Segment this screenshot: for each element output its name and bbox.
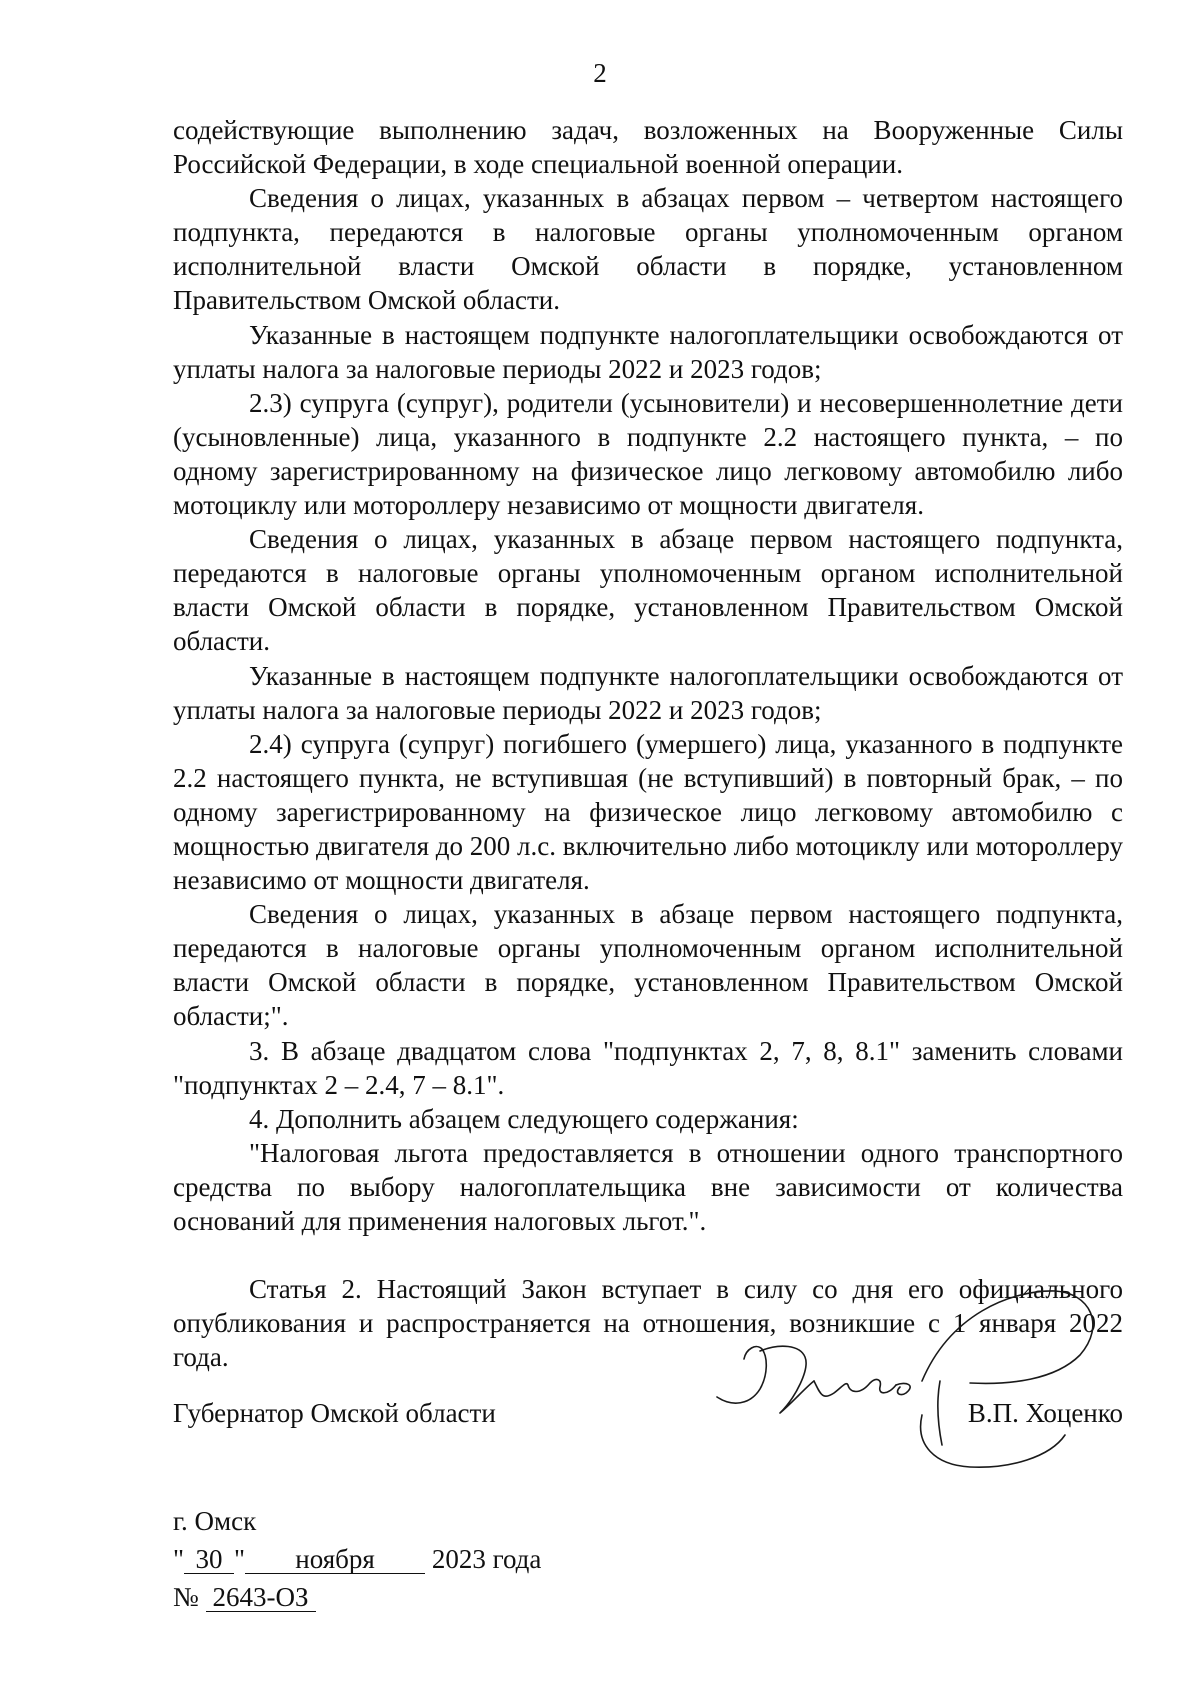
paragraph: 2.3) супруга (супруг), родители (усыновители) и несовершеннолетние дети (усыновленные) лица, указанного в подпункте 2.2 настоящего пункта, – по одному зарегистрированному на физическое лицо легковому автомобилю либо мотоциклу или мотороллеру независимо от мощности двигателя. (173, 387, 1123, 521)
quote-open: " (173, 1544, 185, 1574)
paragraph: 3. В абзаце двадцатом слова "подпунктах 2, 7, 8, 8.1" заменить словами "подпунктах 2 – 2.4, 7 – 8.1". (173, 1035, 1123, 1100)
date-month: ноября (245, 1545, 425, 1574)
paragraph: 2.4) супруга (супруг) погибшего (умершего) лица, указанного в подпункте 2.2 настоящего пункта, не вступившая (не вступивший) в повторный брак, – по одному зарегистрированному на физическое лицо легковому автомобилю с мощностью двигателя до 200 л.с. включительно либо мотоциклу или мотороллеру независимо от мощности двигателя. (173, 728, 1123, 896)
number-prefix: № (173, 1582, 199, 1612)
paragraph: Указанные в настоящем подпункте налогоплательщики освобождаются от уплаты налога за налоговые периоды 2022 и 2023 годов; (173, 319, 1123, 384)
date-day: 30 (184, 1545, 234, 1574)
paragraph: Сведения о лицах, указанных в абзаце первом настоящего подпункта, передаются в налоговые органы уполномоченным органом исполнительной власти Омской области в порядке, установленном Правительством Омской области;". (173, 899, 1123, 1032)
signatory-name: В.П. Хоценко (967, 1398, 1123, 1428)
paragraph: Сведения о лицах, указанных в абзаце первом настоящего подпункта, передаются в налоговые органы уполномоченным органом исполнительной власти Омской области в порядке, установленном Правительством Омской области. (173, 524, 1123, 657)
quote-close: " (234, 1544, 246, 1574)
handwritten-signature (710, 1285, 1130, 1485)
document-body (173, 113, 1123, 1374)
paragraph: содействующие выполнению задач, возложенных на Вооруженные Силы Российской Федерации, в ходе специальной военной операции. (173, 115, 1123, 180)
place-line (173, 1502, 541, 1540)
date-line (173, 1540, 541, 1578)
paragraph: Сведения о лицах, указанных в абзацах первом – четвертом настоящего подпункта, передаются в налоговые органы уполномоченным органом исполнительной власти Омской области в порядке, установленном Правительством Омской области. (173, 183, 1123, 316)
article-paragraph: Статья 2. Настоящий Закон вступает в силу со дня его официального опубликования и распространяется на отношения, возникшие с 1 января 2022 года. (173, 1274, 1123, 1373)
page-number: 2 (593, 58, 607, 88)
place: г. Омск (173, 1506, 257, 1536)
paragraph: "Налоговая льгота предоставляется в отношении одного транспортного средства по выбору налогоплательщика вне зависимости от количества оснований для применения налоговых льгот.". (173, 1137, 1123, 1236)
number-line (173, 1578, 541, 1616)
place-date-block (173, 1502, 541, 1616)
document-number: 2643-ОЗ (206, 1583, 316, 1612)
date-year: 2023 года (431, 1544, 542, 1574)
paragraph: Указанные в настоящем подпункте налогоплательщики освобождаются от уплаты налога за налоговые периоды 2022 и 2023 годов; (173, 660, 1123, 725)
signatory-title: Губернатор Омской области (173, 1398, 496, 1428)
paragraph: 4. Дополнить абзацем следующего содержания: (249, 1103, 799, 1134)
